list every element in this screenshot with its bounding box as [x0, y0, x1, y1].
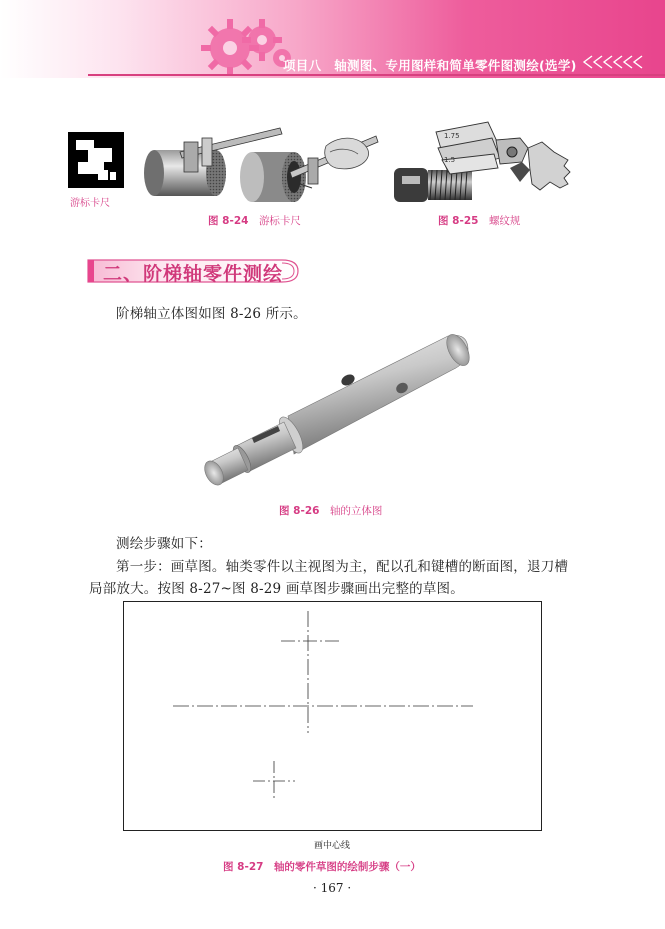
vernier-icon-label: 游标卡尺 [70, 198, 110, 209]
header-rule [88, 74, 665, 76]
stepped-shaft-illustration [196, 328, 476, 498]
gauge-label-1: 1.75 [444, 132, 460, 140]
thread-gauge-illustration [392, 118, 584, 212]
step1-line1: 第一步：画草图。轴类零件以主视图为主，配以孔和键槽的断面图，退刀槽 [116, 559, 569, 575]
caption-fig-8-25-text: 螺纹规 [488, 215, 521, 227]
caption-fig-8-26-text: 轴的立体图 [329, 505, 383, 517]
chevron-left-decoration-icon [582, 54, 652, 70]
intro-paragraph: 阶梯轴立体图如图 8-26 所示。 [116, 306, 307, 322]
caption-fig-8-24 [208, 213, 301, 228]
step1-line2: 局部放大。按图 8-27~图 8-29 画草图步骤画出完整的草图。 [89, 581, 464, 597]
steps-intro: 测绘步骤如下： [116, 536, 212, 552]
caption-fig-8-26 [279, 503, 382, 518]
page-number: · 167 · [313, 881, 352, 895]
gauge-label-2: 1.5 [444, 156, 456, 164]
caption-fig-8-25-number: 图 8-25 [438, 215, 479, 227]
caption-fig-8-26-number: 图 8-26 [279, 505, 320, 517]
vernier-caliper-icon [68, 132, 124, 188]
header-title: 项目八 轴测图、专用图样和简单零件图测绘(选学) [283, 58, 577, 73]
caption-fig-8-25 [438, 213, 520, 228]
caption-fig-8-27-text: 轴的零件草图的绘制步骤（一） [273, 861, 421, 873]
center-lines-drawing [123, 601, 542, 831]
sketch-sub-caption: 画中心线 [314, 841, 351, 851]
caption-fig-8-27-number: 图 8-27 [223, 861, 264, 873]
vernier-caliper-illustration [140, 122, 392, 210]
section-heading: 二、阶梯轴零件测绘 [103, 263, 284, 285]
caption-fig-8-24-number: 图 8-24 [208, 215, 249, 227]
caption-fig-8-27 [223, 859, 421, 874]
caption-fig-8-24-text: 游标卡尺 [258, 215, 301, 227]
